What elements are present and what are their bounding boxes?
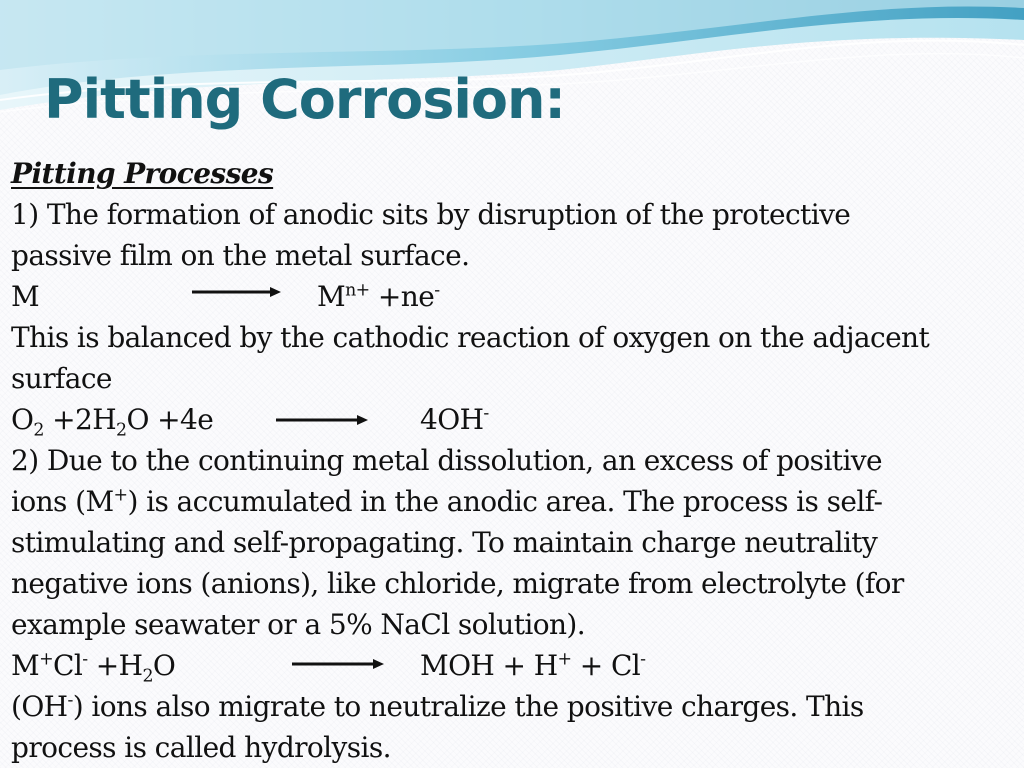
text-line: 1) The formation of anodic sits by disruption of the protective xyxy=(11,198,851,231)
equation-product: $M^{n+} +ne^-$ xyxy=(317,280,440,313)
text-line: 2) Due to the continuing metal dissolution, an excess of positive xyxy=(11,444,883,477)
text-line: ions (M+) is accumulated in the anodic area. The process is self- xyxy=(11,485,883,518)
equation-hydrolysis xyxy=(11,645,1016,686)
text-line: process is called hydrolysis. xyxy=(11,731,391,764)
reaction-arrow-icon xyxy=(290,647,385,688)
equation-anodic xyxy=(11,276,1016,317)
slide-title: Pitting Corrosion: xyxy=(44,68,565,131)
equation-cathodic xyxy=(11,399,1016,440)
text-line: stimulating and self-propagating. To maintain charge neutrality xyxy=(11,526,878,559)
equation-product: 4OH- xyxy=(420,403,489,436)
equation-reactant: M xyxy=(11,280,40,313)
equation-product: MOH + H+ + Cl- xyxy=(420,649,646,682)
text-line: example seawater or a 5% NaCl solution). xyxy=(11,608,586,641)
equation-reactant: $M^+Cl^- +H_2O$ xyxy=(11,649,176,687)
text-line: (OH-) ions also migrate to neutralize the positive charges. This xyxy=(11,690,864,723)
equation-reactant: $O_2 +2H_2O +4e$ xyxy=(11,403,214,441)
reaction-arrow-icon xyxy=(274,403,369,444)
text-line: negative ions (anions), like chloride, migrate from electrolyte (for xyxy=(11,567,904,600)
text-line: This is balanced by the cathodic reaction of oxygen on the adjacent xyxy=(11,321,930,354)
text-line: passive film on the metal surface. xyxy=(11,239,470,272)
slide-body xyxy=(11,153,1016,768)
pitting-processes-heading: Pitting Processes xyxy=(11,157,274,190)
text-line: surface xyxy=(11,362,112,395)
reaction-arrow-icon xyxy=(190,276,282,317)
section-heading xyxy=(11,153,1016,194)
